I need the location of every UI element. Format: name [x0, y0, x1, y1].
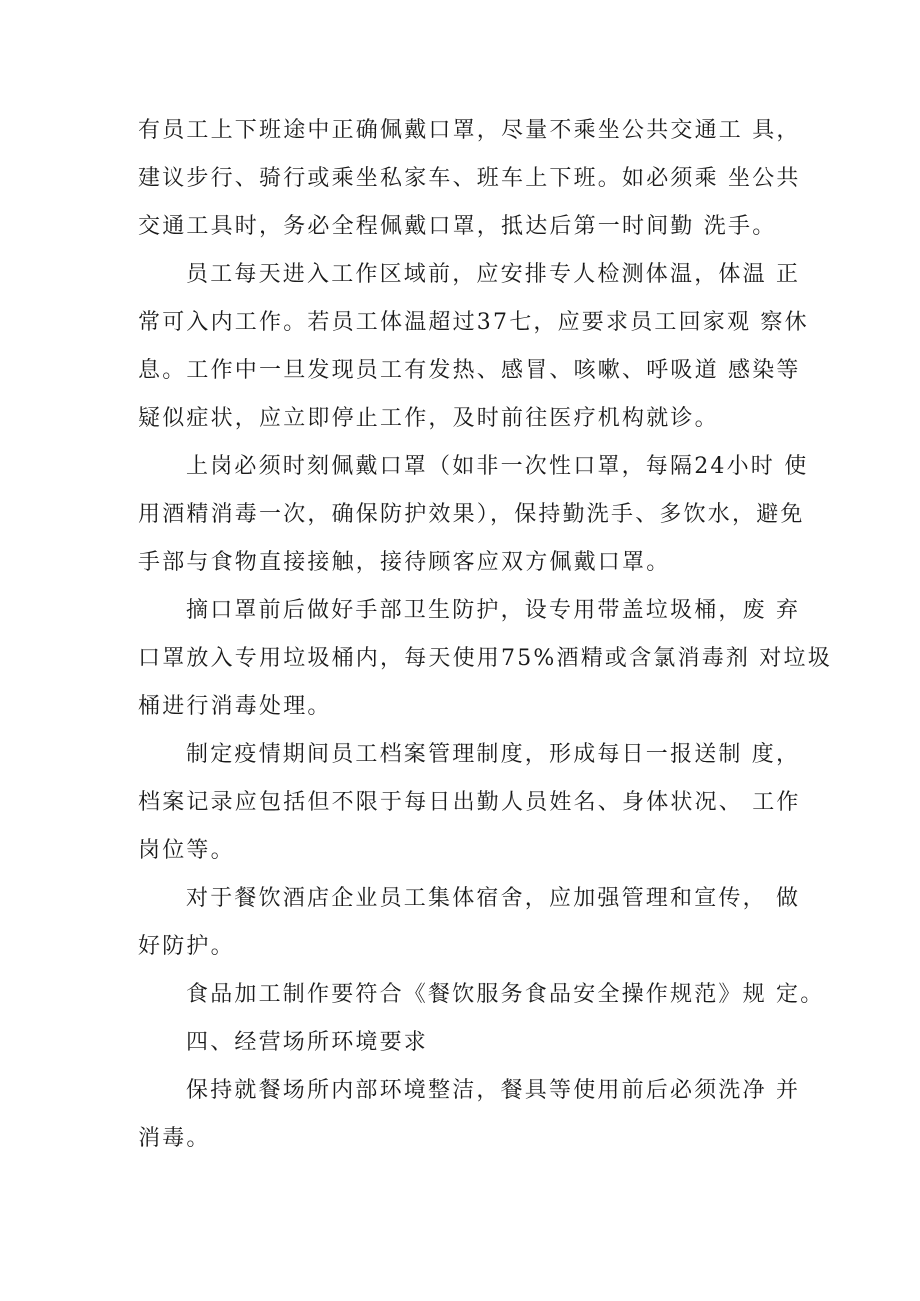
paragraph-2-line-4: 疑似症状，应立即停止工作，及时前往医疗机构就诊。	[138, 406, 719, 431]
paragraph-5-line-1: 制定疫情期间员工档案管理制度，形成每日一报送制 度，	[186, 742, 801, 767]
paragraph-5-line-3: 岗位等。	[138, 838, 235, 863]
paragraph-2-line-3: 息。工作中一旦发现员工有发热、感冒、咳嗽、呼吸道 感染等	[138, 358, 801, 383]
paragraph-7-line-1: 食品加工制作要符合《餐饮服务食品安全操作规范》规 定。	[186, 982, 825, 1007]
paragraph-6-line-1: 对于餐饮酒店企业员工集体宿舍，应加强管理和宣传， 做	[186, 886, 801, 911]
paragraph-2-line-1: 员工每天进入工作区域前，应安排专人检测体温，体温 正	[186, 262, 801, 287]
paragraph-4-line-2: 口罩放入专用垃圾桶内，每天使用75%酒精或含氯消毒剂 对垃圾	[138, 646, 832, 671]
paragraph-3-line-1: 上岗必须时刻佩戴口罩（如非一次性口罩，每隔24小时 使	[186, 454, 809, 479]
paragraph-4-line-1: 摘口罩前后做好手部卫生防护，设专用带盖垃圾桶，废 弃	[186, 598, 801, 623]
section-heading: 四、经营场所环境要求	[186, 1030, 429, 1055]
paragraph-2-line-2: 常可入内工作。若员工体温超过37七，应要求员工回家观 察休	[138, 310, 809, 335]
paragraph-6-line-2: 好防护。	[138, 934, 235, 959]
paragraph-3-line-2: 用酒精消毒一次，确保防护效果），保持勤洗手、多饮水，避免	[138, 502, 805, 527]
paragraph-3-line-3: 手部与食物直接接触，接待顾客应双方佩戴口罩。	[138, 550, 671, 575]
paragraph-1-line-3: 交通工具时，务必全程佩戴口罩，抵达后第一时间勤 洗手。	[138, 214, 777, 239]
paragraph-8-line-1: 保持就餐场所内部环境整洁，餐具等使用前后必须洗净 并	[186, 1078, 801, 1103]
paragraph-8-line-2: 消毒。	[138, 1126, 211, 1151]
paragraph-4-line-3: 桶进行消毒处理。	[138, 694, 332, 719]
paragraph-1-line-2: 建议步行、骑行或乘坐私家车、班车上下班。如必须乘 坐公共	[138, 166, 801, 191]
paragraph-5-line-2: 档案记录应包括但不限于每日出勤人员姓名、身体状况、 工作	[138, 790, 801, 815]
paragraph-1-line-1: 有员工上下班途中正确佩戴口罩，尽量不乘坐公共交通工 具，	[138, 118, 801, 143]
